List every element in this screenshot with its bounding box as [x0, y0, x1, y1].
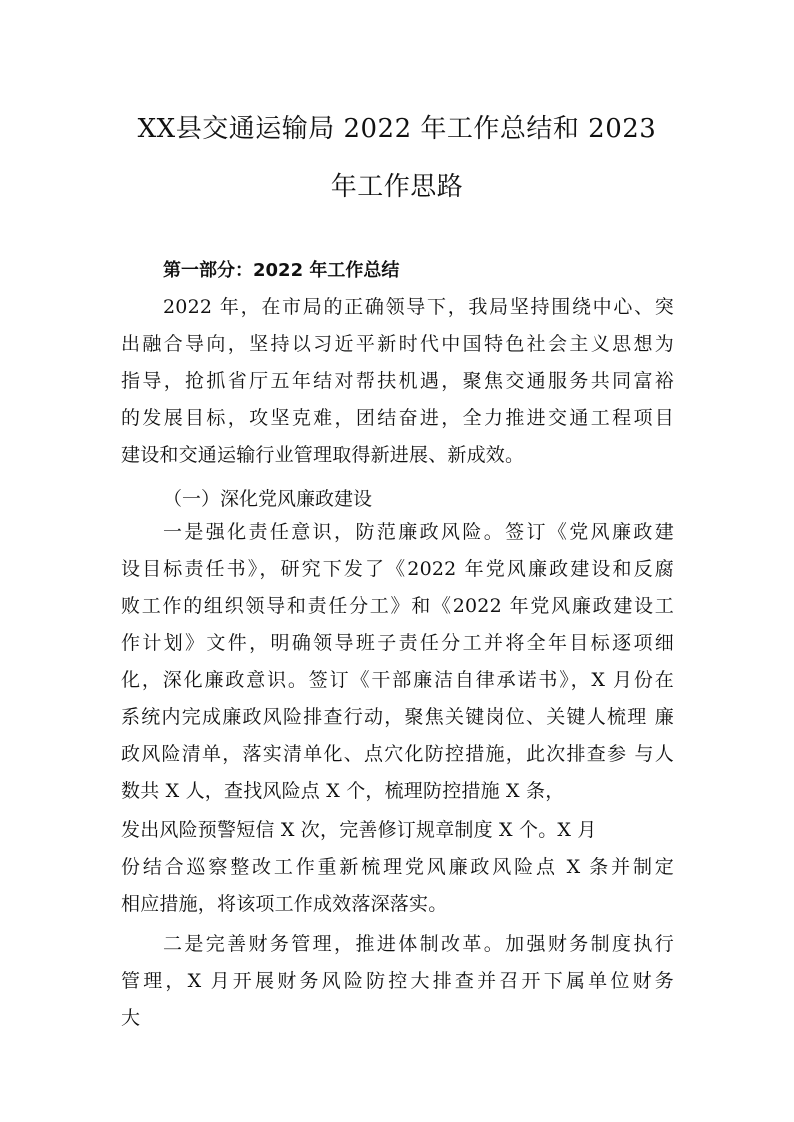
- intro-line: 指导，抢抓省厅五年结对帮扶机遇，聚焦交通服务共同富裕: [121, 370, 674, 392]
- paragraph-line: 政风险清单，落实清单化、点穴化防控措施，此次排查参 与人: [121, 743, 674, 765]
- paragraph-line: 份结合巡察整改工作重新梳理党风廉政风险点 X 条并制定: [121, 856, 674, 878]
- intro-line: 建设和交通运输行业管理取得新进展、新成效。: [121, 444, 525, 466]
- intro-line: 2022 年，在市局的正确领导下，我局坚持围绕中心、突: [163, 296, 674, 318]
- subheading-party-integrity: （一）深化党风廉政建设: [163, 488, 373, 510]
- intro-line: 出融合导向，坚持以习近平新时代中国特色社会主义思想为: [121, 333, 674, 355]
- paragraph-line: 作计划》文件，明确领导班子责任分工并将全年目标逐项细: [121, 632, 674, 654]
- paragraph-line: 发出风险预警短信 X 次，完善修订规章制度 X 个。X 月: [121, 819, 597, 841]
- paragraph-line: 管理，X 月开展财务风险防控大排查并召开下属单位财务: [121, 970, 674, 992]
- document-title-line-1: XX县交通运输局 2022 年工作总结和 2023: [137, 114, 657, 144]
- paragraph-line: 二是完善财务管理，推进体制改革。加强财务制度执行: [163, 933, 674, 955]
- paragraph-line: 败工作的组织领导和责任分工》和《2022 年党风廉政建设工: [121, 595, 674, 617]
- intro-line: 的发展目标，攻坚克难，团结奋进，全力推进交通工程项目: [121, 407, 674, 429]
- paragraph-line: 一是强化责任意识，防范廉政风险。签订《党风廉政建: [163, 521, 674, 543]
- paragraph-line: 大: [121, 1007, 141, 1029]
- paragraph-line: 设目标责任书》，研究下发了《2022 年党风廉政建设和反腐: [121, 558, 674, 580]
- paragraph-line: 化，深化廉政意识。签订《干部廉洁自律承诺书》，X 月份在: [121, 669, 674, 691]
- document-title-line-2: 年工作思路: [330, 172, 464, 202]
- part-one-heading: 第一部分：2022 年工作总结: [163, 260, 400, 281]
- paragraph-line: 相应措施，将该项工作成效落深落实。: [121, 893, 448, 915]
- paragraph-line: 数共 X 人，查找风险点 X 个，梳理防控措施 X 条，: [121, 780, 565, 802]
- paragraph-line: 系统内完成廉政风险排查行动，聚焦关键岗位、关键人梳理 廉: [121, 706, 674, 728]
